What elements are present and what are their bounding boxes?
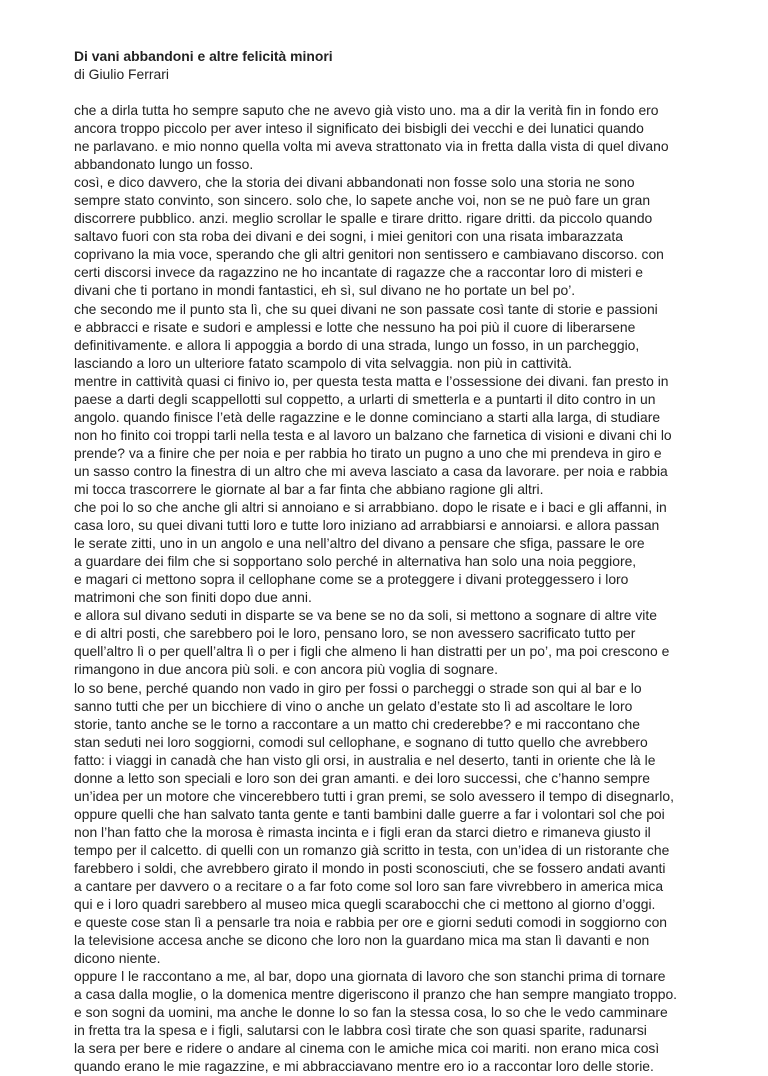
document-body — [74, 101, 714, 1076]
paragraph: lo so bene, perché quando non vado in giro per fossi o parcheggi o strade son qui al bar e lo sanno tutti che per un bicchiere di vino o anche un gelato d’estate sto lì ad ascoltare le loro storie, tanto anche se le torno a raccontare a un matto chi crederebbe? e mi raccontano che stan seduti nei loro soggiorni, comodi sul cellophane, e sognano di tutto quello che avrebbero fatto: i viaggi in canadà che han visto gli orsi, in australia e nel deserto, tanti in oriente che là le donne a letto son speciali e loro son dei gran amanti. e dei loro successi, che c’hanno sempre un’idea per un motore che vincerebbero tutti i gran premi, se solo avessero il tempo di disegnarlo, oppure quelli che han salvato tanta gente e tanti bambini dalle guerre a far i volontari sol che poi non l’han fatto che la morosa è rimasta incinta e i figli eran da starci dietro e rimaneva giusto il tempo per il calcetto. di quelli con un romanzo già scritto in testa, con un’idea di un ristorante che farebbero i soldi, che avrebbero girato il mondo in posti sconosciuti, che se fossero andati avanti a cantare per davvero o a recitare o a far foto come sol loro san fare vivrebbero in america mica qui e i loro quadri sarebbero al museo mica quegli scarabocchi che ci mettono al giorno d’oggi. e queste cose stan lì a pensarle tra noia e rabbia per ore e giorni seduti comodi in soggiorno con la televisione accesa anche se dicono che loro non la guardano mica ma stan lì davanti e non dicono niente. — [74, 679, 674, 967]
paragraph: mentre in cattività quasi ci finivo io, per questa testa matta e l’ossessione dei divani. fan presto in paese a darti degli scappellotti sul coppetto, a urlarti di smetterla e a puntarti il dito contro in un angolo. quando finisce l’età delle ragazzine e le donne cominciano a starti alla larga, di studiare non ho finito coi troppi tarli nella testa e al lavoro un balzano che farnetica di visioni e divani chi lo prende? va a finire che per noia e per rabbia ho tirato un pugno a uno che mi prendeva in giro e un sasso contro la finestra di un altro che mi aveva lasciato a casa da lavorare. per noia e rabbia mi tocca trascorrere le giornate al bar a far finta che abbiano ragione gli altri. — [74, 372, 672, 497]
paragraph: e allora sul divano seduti in disparte se va bene se no da soli, si mettono a sognare di altre vite e di altri posti, che sarebbero poi le loro, pensano loro, se non avessero sacrificato tutto per quell’altro lì o per quell’altra lì o per i figli che almeno li han distratti per un po’, ma poi crescono e rimangono in due ancora più soli. e con ancora più voglia di sognare. — [74, 607, 670, 678]
paragraph: che secondo me il punto sta lì, che su quei divani ne son passate così tante di storie e passioni e abbracci e risate e sudori e amplessi e lotte che nessuno ha poi più il cuore di liberarsene definitivamente. e allora li appoggia a bordo di una strada, lungo un fosso, in un parcheggio, lasciando a loro un ulteriore fatato scampolo di vita selvaggia. non più in cattività. — [74, 300, 658, 371]
document-page — [74, 47, 714, 1076]
paragraph: che a dirla tutta ho sempre saputo che ne avevo già visto uno. ma a dir la verità fin in fondo ero ancora troppo piccolo per aver inteso il significato dei bisbigli dei vecchi e dei lunatici quando ne parlavano. e mio nonno quella volta mi aveva strattonato via in fretta dalla vista di quel divano abbandonato lungo un fosso. — [74, 102, 669, 173]
document-title: Di vani abbandoni e altre felicità minori — [74, 48, 333, 64]
paragraph: oppure l le raccontano a me, al bar, dopo una giornata di lavoro che son stanchi prima di tornare a casa dalla moglie, o la domenica mentre digeriscono il pranzo che han sempre mangiato troppo. e son sogni da uomini, ma anche le donne lo so fan la stessa cosa, lo so che le vedo camminare in fretta tra la spesa e i figli, salutarsi con le labbra così tirate che son quasi sparite, radunarsi la sera per bere e ridere o andare al cinema con le amiche mica coi mariti. non erano mica così quando erano le mie ragazzine, e mi abbracciavano mentre ero io a raccontar loro delle storie. — [74, 968, 678, 1075]
paragraph: così, e dico davvero, che la storia dei divani abbandonati non fosse solo una storia ne sono sempre stato convinto, son sincero. solo che, lo sapete anche voi, non se ne può fare un gran discorrere pubblico. anzi. meglio scrollar le spalle e tirare dritto. rigare dritti. da piccolo quando saltavo fuori con sta roba dei divani e dei sogni, i miei genitori con una risata imbarazzata coprivano la mia voce, sperando che gli altri genitori non sentissero e cambiavano discorso. con certi discorsi invece da ragazzino ne ho incantate di ragazze che a raccontar loro di misteri e divani che ti portano in mondi fantastici, eh sì, sul divano ne ho portate un bel po’. — [74, 174, 664, 299]
document-author: di Giulio Ferrari — [74, 66, 169, 82]
paragraph: che poi lo so che anche gli altri si annoiano e si arrabbiano. dopo le risate e i baci e gli affanni, in casa loro, su quei divani tutti loro e tutte loro iniziano ad arrabbiarsi e annoiarsi. e allora passan le serate zitti, uno in un angolo e una nell’altro del divano a pensare che sfiga, passare le ore a guardare dei film che si sopportano solo perché in alternativa han solo una noia peggiore, e magari ci mettono sopra il cellophane come se a proteggere i divani proteggessero i loro matrimoni che son finiti dopo due anni. — [74, 499, 667, 606]
